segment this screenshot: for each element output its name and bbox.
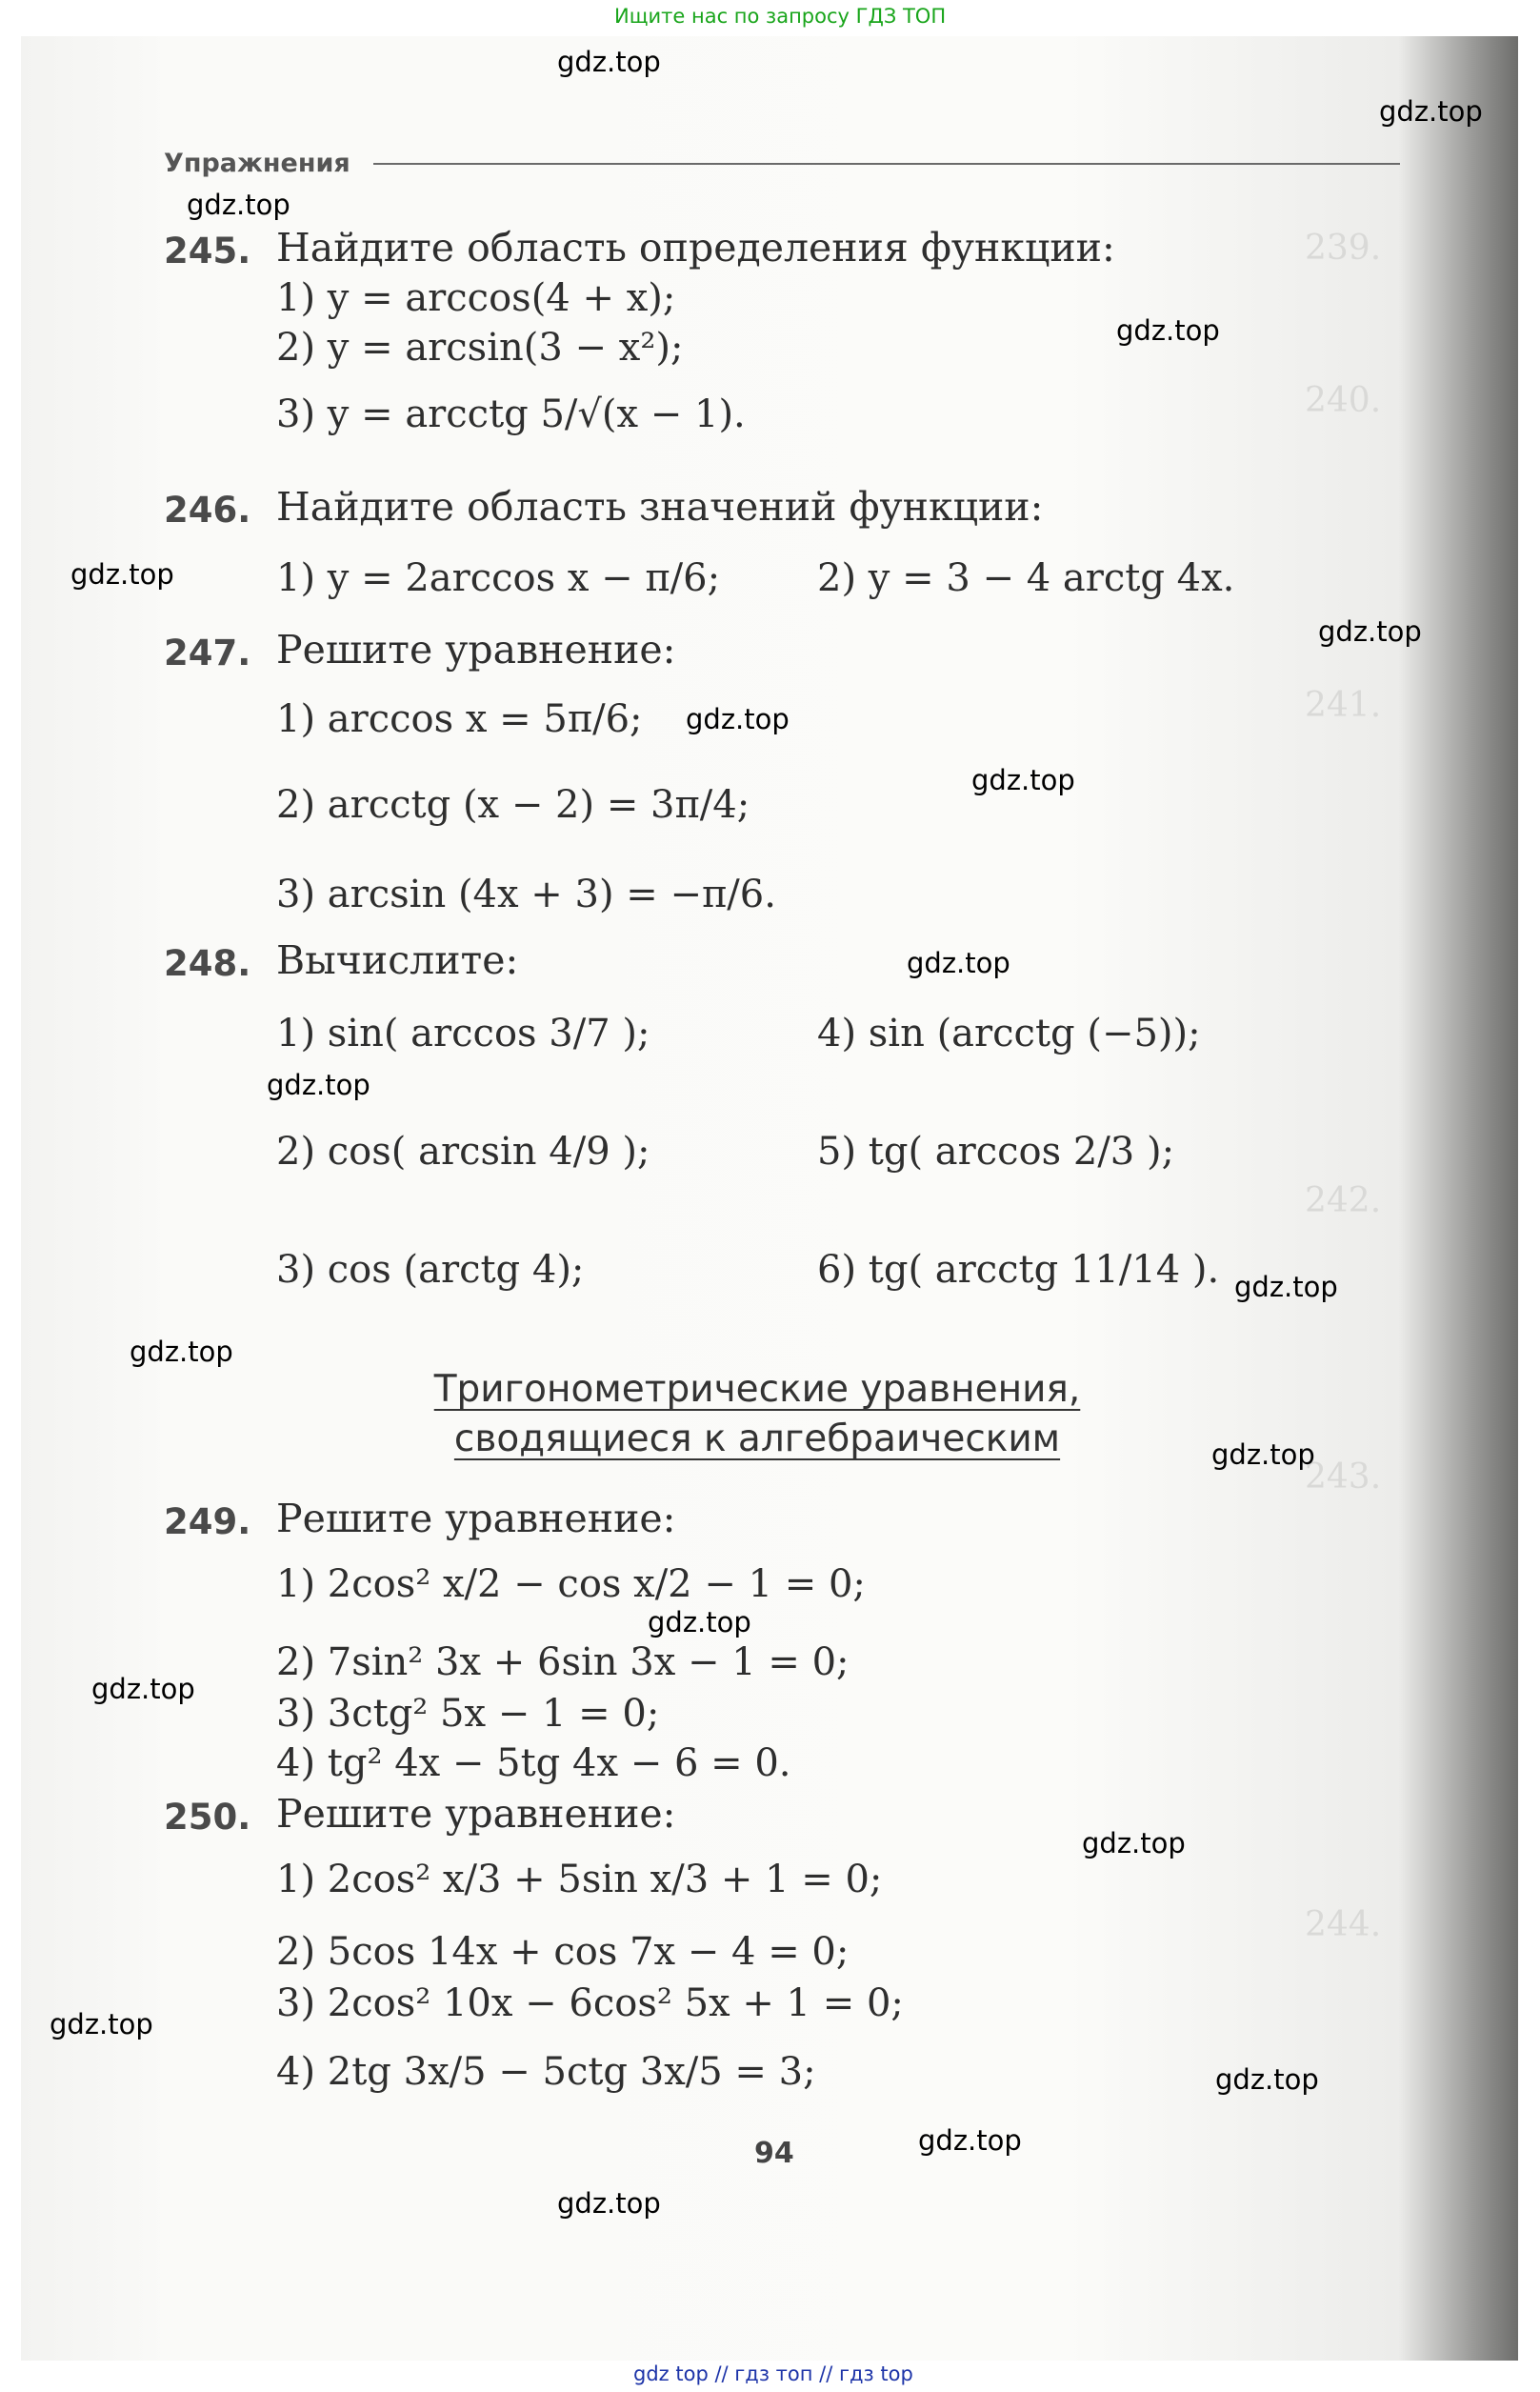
exercise-item: 4) tg² 4x − 5tg 4x − 6 = 0. <box>276 1741 791 1785</box>
section-title <box>329 1417 1186 1460</box>
section-heading: Упражнения <box>164 149 350 178</box>
watermark: gdz.top <box>1318 615 1422 648</box>
watermark: gdz.top <box>907 947 1010 979</box>
section-title-line: сводящиеся к алгебраическим <box>453 1417 1061 1460</box>
watermark: gdz.top <box>648 1606 751 1638</box>
exercise-title: Вычислите: <box>276 937 519 983</box>
watermark: gdz.top <box>130 1336 233 1368</box>
exercise-item: 4) 2tg 3x/5 − 5ctg 3x/5 = 3; <box>276 2050 816 2094</box>
heading-rule <box>373 163 1400 165</box>
watermark: gdz.top <box>187 189 290 221</box>
exercise-item: 1) y = 2arccos x − π/6; <box>276 556 721 600</box>
exercise-item: 3) 2cos² 10x − 6cos² 5x + 1 = 0; <box>276 1981 904 2025</box>
exercise-item: 2) y = arcsin(3 − x²); <box>276 326 684 370</box>
watermark: gdz.top <box>1116 314 1220 347</box>
bottom-link[interactable]: gdz top // гдз топ // гдз top <box>633 2362 913 2385</box>
exercise-item: 1) sin( arccos 3/7 ); <box>276 1012 650 1055</box>
watermark: gdz.top <box>971 764 1075 796</box>
exercise-title: Решите уравнение: <box>276 627 676 673</box>
show-through-text: 244. <box>1305 1905 1382 1944</box>
exercise-item: 4) sin (arcctg (−5)); <box>817 1012 1201 1055</box>
show-through-text: 243. <box>1305 1457 1382 1497</box>
exercise-number: 247. <box>164 633 251 673</box>
watermark: gdz.top <box>1379 95 1483 128</box>
section-title <box>329 1368 1186 1411</box>
exercise-item: 6) tg( arcctg 11/14 ). <box>817 1248 1220 1292</box>
exercise-title: Найдите область значений функции: <box>276 484 1044 530</box>
exercise-number: 249. <box>164 1501 251 1542</box>
exercise-number: 246. <box>164 490 251 531</box>
show-through-text: 239. <box>1305 229 1382 268</box>
exercise-item: 3) arcsin (4x + 3) = −π/6. <box>276 873 776 916</box>
watermark: gdz.top <box>1234 1271 1338 1303</box>
exercise-item: 1) arccos x = 5π/6; <box>276 697 643 741</box>
exercise-number: 250. <box>164 1797 251 1838</box>
top-link[interactable]: Ищите нас по запросу ГДЗ ТОП <box>614 5 947 28</box>
watermark: gdz.top <box>50 2008 153 2040</box>
watermark: gdz.top <box>918 2124 1022 2157</box>
exercise-number: 245. <box>164 231 251 271</box>
watermark: gdz.top <box>1082 1827 1186 1859</box>
exercise-number: 248. <box>164 943 251 984</box>
exercise-item: 2) y = 3 − 4 arctg 4x. <box>817 556 1235 600</box>
exercise-item: 3) cos (arctg 4); <box>276 1248 585 1292</box>
exercise-item: 2) 5cos 14x + cos 7x − 4 = 0; <box>276 1930 850 1974</box>
watermark: gdz.top <box>557 46 661 78</box>
exercise-item: 2) cos( arcsin 4/9 ); <box>276 1130 650 1174</box>
watermark: gdz.top <box>70 558 174 591</box>
exercise-item: 1) 2cos² x/3 + 5sin x/3 + 1 = 0; <box>276 1858 883 1901</box>
exercise-item: 1) 2cos² x/2 − cos x/2 − 1 = 0; <box>276 1562 866 1606</box>
exercise-item: 2) 7sin² 3x + 6sin 3x − 1 = 0; <box>276 1640 850 1684</box>
exercise-item: 5) tg( arccos 2/3 ); <box>817 1130 1175 1174</box>
page-number: 94 <box>754 2137 794 2170</box>
exercise-item: 3) 3ctg² 5x − 1 = 0; <box>276 1692 660 1736</box>
show-through-text: 242. <box>1305 1181 1382 1220</box>
exercise-title: Найдите область определения функции: <box>276 225 1115 271</box>
show-through-text: 241. <box>1305 686 1382 725</box>
watermark: gdz.top <box>267 1069 370 1101</box>
exercise-title: Решите уравнение: <box>276 1496 676 1541</box>
exercise-title: Решите уравнение: <box>276 1791 676 1837</box>
watermark: gdz.top <box>91 1673 195 1705</box>
show-through-text: 240. <box>1305 381 1382 420</box>
exercise-item: 3) y = arcctg 5/√(x − 1). <box>276 392 746 436</box>
section-title-line: Тригонометрические уравнения, <box>433 1368 1081 1411</box>
exercise-item: 2) arcctg (x − 2) = 3π/4; <box>276 783 750 827</box>
watermark: gdz.top <box>1211 1438 1315 1471</box>
watermark: gdz.top <box>1215 2063 1319 2096</box>
watermark: gdz.top <box>557 2187 661 2220</box>
exercise-item: 1) y = arccos(4 + x); <box>276 276 676 320</box>
watermark: gdz.top <box>686 703 790 735</box>
